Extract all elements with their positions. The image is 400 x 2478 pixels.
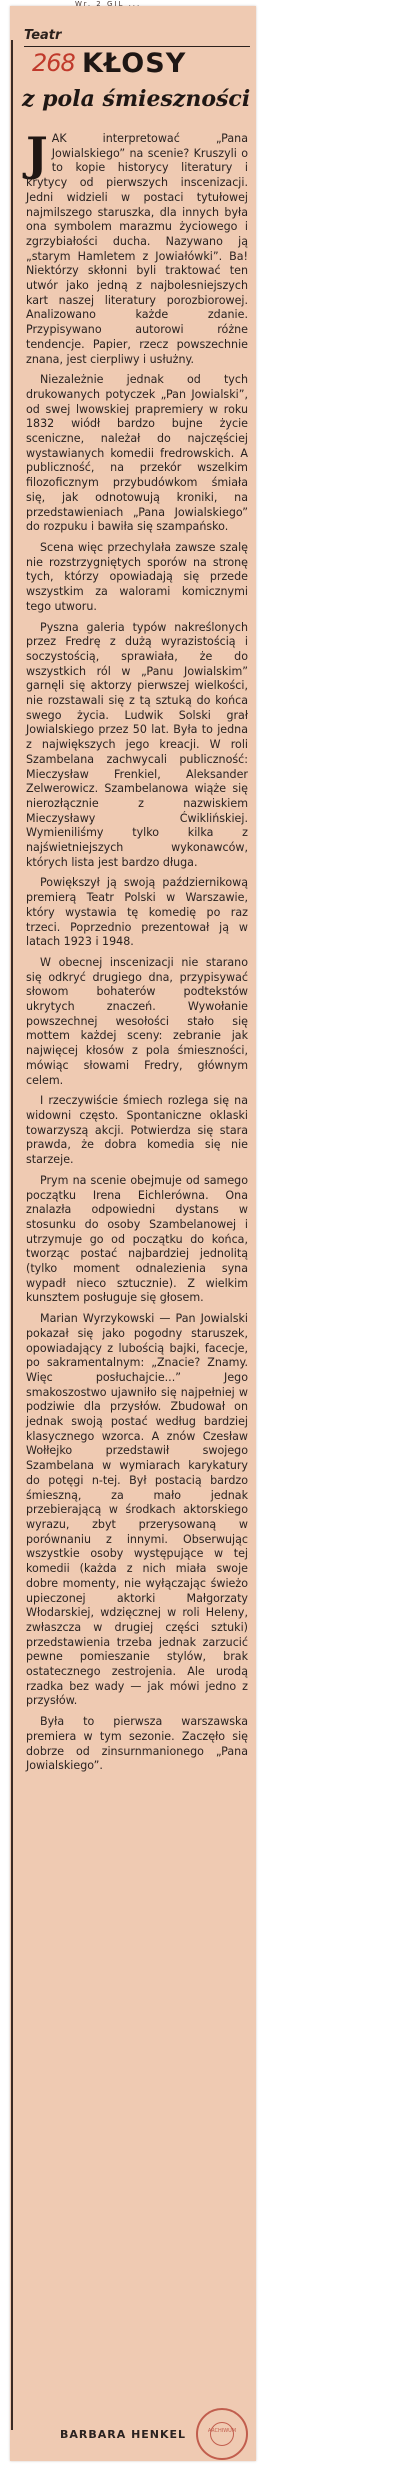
author-byline: BARBARA HENKEL [60, 2428, 187, 2441]
paragraph-text: AK interpretować „Pana Jowialskiego” na scenie? Kruszyli o to kopie historycy literatury i krytycy od pierwszych inscenizacji. Jedni widzieli w postaci tytułowej najmilszego staruszka, dla innych była ona symbolem marazmu życiowego i zgrzybiałości ducha. Nazywano ją „starym Hamletem z Jowiałówki”. Ba! Niektórzy skłonni byli traktować ten utwór jako jedną z najbolesniejszych kart naszej literatury porozbiorowej. Analizowano każde zdanie. Przypisywano autorowi różne tendencje. Papier, rzecz powszechnie znana, jest cierpliwy i usłużny. [26, 132, 248, 366]
article-paragraph: Scena więc przechylała zawsze szalę nie rozstrzygniętych sporów na stronę tych, którzy opowiadają się przede wszystkim za walorami komicznymi tego utworu. [26, 540, 248, 613]
article-paragraph: Marian Wyrzykowski — Pan Jowialski pokazał się jako pogodny staruszek, opowiadający z lubością bajki, facecje, po sakramentalnym: „Znacie? Znamy. Więc posłuchajcie...” Jego smakoszostwo ujawniło się najpełniej w podziwie dla przysłów. Zbudował on jednak swoją postać według bardziej klasycznego wzorca. A znów Czesław Wołłejko przedstawił swojego Szambelana w wymiarach karykatury do potęgi n-tej. Był postacią bardzo śmieszną, za mało jednak przebierającą w środkach aktorskiego wyrazu, zbyt przerysowaną w porównaniu z innymi. Obserwując wszystkie osoby występujące w tej komedii (każda z nich miała swoje dobre momenty, nie wyłączając świeżo upieczonej aktorki Małgorzaty Włodarskiej, wdzięcznej w roli Heleny, zwłaszcza w drugiej części sztuki) przedstawienia trzeba jednak zarzucić pewne pomieszanie stylów, brak ostatecznego zestrojenia. Ale urodą rzadka bez wady — jak mówi jedno z przysłów. [26, 1312, 248, 1708]
article-subtitle: z pola śmieszności [22, 86, 251, 112]
torn-top-text: Wr. 2 GIL ... [75, 0, 142, 8]
section-label: Teatr [24, 28, 62, 43]
article-paragraph: Pyszna galeria typów nakreślonych przez Fredrę z dużą wyrazistością i soczystością, sprawiała, że do wszystkich ról w „Panu Jowialskim” garnęli się aktorzy pierwszej wielkości, nie rozstawali się z tą sztuką do końca swego życia. Ludwik Solski grał Jowialskiego przez 50 lat. Była to jedna z największych jego kreacji. W roli Szambelana zachwycali publiczność: Mieczysław Frenkiel, Aleksander Zelwerowicz. Szambelanowa wiąże się nierozłącznie z nazwiskiem Mieczysławy Ćwiklińskiej. Wymieniliśmy tylko kilka z najświetniejszych wykonawców, których lista jest bardzo długa. [26, 620, 248, 869]
article-paragraph: I rzeczywiście śmiech rozlega się na widowni często. Spontaniczne oklaski towarzyszą akcji. Potwierdza się stara prawda, że dobra komedia się nie starzeje. [26, 1094, 248, 1167]
article-paragraph: Była to pierwsza warszawska premiera w tym sezonie. Zaczęło się dobrze od zinsurnmanionego „Pana Jowialskiego”. [26, 1715, 248, 1773]
article-paragraph: Niezależnie jednak od tych drukowanych potyczek „Pan Jowialski”, od swej lwowskiej prapremiery w roku 1832 wiódł bardzo bujne życie sceniczne, należał do najczęściej wystawianych komedii fredrowskich. A publiczność, na przekór wszelkim filozoficznym przybudówkom śmiała się, jak odnotowują kroniki, na przedstawieniach „Pana Jowialskiego” do rozpuku i bawiła się szampańsko. [26, 373, 248, 534]
article-paragraph: Prym na scenie obejmuje od samego początku Irena Eichlerówna. Ona znalazła odpowiedni dystans w stosunku do osoby Szambelanowej i utrzymuje go od początku do końca, tworząc postać najbardziej jednolitą (tylko moment odnalezienia syna wypadł nieco sztucznie). Z wielkim kunsztem posługuje się głosem. [26, 1173, 248, 1305]
article-paragraph [26, 127, 248, 367]
stamp-emblem-icon [210, 2422, 234, 2446]
article-paragraph: Powiększył ją swoją październikową premierą Teatr Polski w Warszawie, który wystawia tę komedię po raz trzeci. Poprzednio prezentował ją w latach 1923 i 1948. [26, 876, 248, 949]
handwritten-number: 268 [32, 49, 75, 77]
column-rule [11, 40, 13, 2430]
archive-stamp [196, 2408, 248, 2460]
article-title: KŁOSY [82, 48, 187, 79]
stamp-text: ARCHIWUM [207, 2428, 237, 2434]
article-paragraph: W obecnej inscenizacji nie starano się odkryć drugiego dna, przypisywać słowom bohaterów podtekstów ukrytych znaczeń. Wywołanie powszechnej wesołości stało się mottem każdej sceny: zebranie jak najwięcej kłosów z pola śmieszności, mówiąc słowami Fredry, głównym celem. [26, 955, 248, 1087]
section-divider [24, 46, 250, 47]
drop-cap: J [26, 127, 48, 181]
article-body [26, 127, 248, 1780]
